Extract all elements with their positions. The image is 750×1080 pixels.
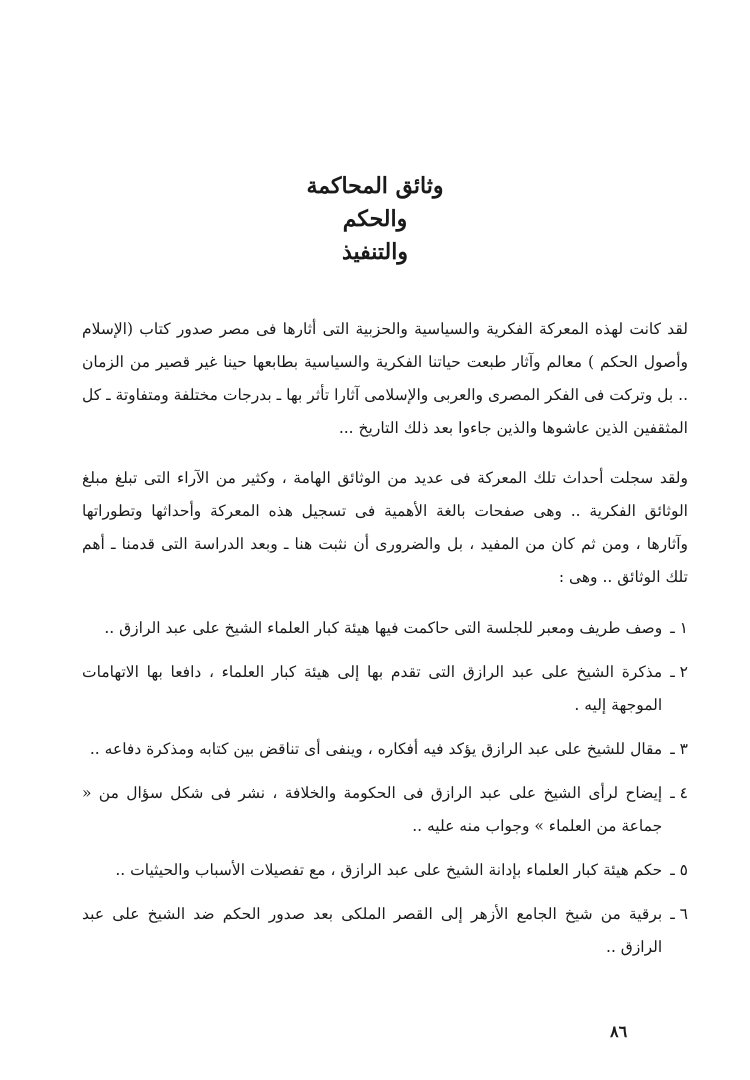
documents-list xyxy=(82,612,688,975)
item-text: برقية من شيخ الجامع الأزهر إلى القصر الملكى بعد صدور الحكم ضد الشيخ على عبد الرازق .. xyxy=(82,905,663,956)
title-line-2: والحكم xyxy=(342,206,408,232)
intro-paragraph-2: ولقد سجلت أحداث تلك المعركة فى عديد من الوثائق الهامة ، وكثير من الآراء التى تبلغ مبلغ الوثائق الفكرية .. وهى صفحات بالغة الأهمية فى تسجيل هذه المعركة وأحداثها وتطوراتها وآثارها ، ومن ثم كان من المفيد ، بل والضرورى أن نثبت هنا ـ وبعد الدراسة التى قدمنا ـ أهم تلك الوثائق .. وهى : xyxy=(82,469,688,586)
intro-paragraph-1: لقد كانت لهذه المعركة الفكرية والسياسية والحزبية التى أثارها فى مصر صدور كتاب (الإسلام وأصول الحكم ) معالم وآثار طبعت حياتنا الفكرية والسياسية بطابعها حينا غير قصير من الزمان .. بل وتركت فى الفكر المصرى والعربى والإسلامى آثارا تأثر بها ـ بدرجات مختلفة ومتفاوتة ـ كل المثقفين الذين عاشوها والذين جاءوا بعد ذلك التاريخ ... xyxy=(82,320,688,437)
list-item xyxy=(82,612,688,645)
list-item xyxy=(82,898,688,964)
title-line-1: وثائق المحاكمة xyxy=(306,173,444,199)
item-number: ٣ ـ xyxy=(670,740,688,758)
title-line-3: والتنفيذ xyxy=(341,239,409,265)
item-text: مقال للشيخ على عبد الرازق يؤكد فيه أفكاره ، وينفى أى تناقض بين كتابه ومذكرة دفاعه .. xyxy=(89,740,663,758)
item-text: مذكرة الشيخ على عبد الرازق التى تقدم بها إلى هيئة كبار العلماء ، دافعا بها الاتهامات الموجهة إليه . xyxy=(82,663,663,714)
list-item xyxy=(82,656,688,722)
item-text: إيضاح لرأى الشيخ على عبد الرازق فى الحكومة والخلافة ، نشر فى شكل سؤال من « جماعة من العلماء » وجواب منه عليه .. xyxy=(82,784,663,835)
item-number: ٢ ـ xyxy=(670,663,688,681)
item-number: ١ ـ xyxy=(670,619,688,637)
item-number: ٦ ـ xyxy=(670,905,688,923)
section-title xyxy=(0,170,750,269)
item-text: وصف طريف ومعبر للجلسة التى حاكمت فيها هيئة كبار العلماء الشيخ على عبد الرازق .. xyxy=(104,619,663,637)
item-number: ٥ ـ xyxy=(670,861,688,879)
list-item xyxy=(82,733,688,766)
list-item xyxy=(82,777,688,843)
list-item xyxy=(82,854,688,887)
page-number: ٨٦ xyxy=(610,1022,628,1041)
item-number: ٤ ـ xyxy=(670,784,688,802)
item-text: حكم هيئة كبار العلماء بإدانة الشيخ على عبد الرازق ، مع تفصيلات الأسباب والحيثيات .. xyxy=(115,861,663,879)
